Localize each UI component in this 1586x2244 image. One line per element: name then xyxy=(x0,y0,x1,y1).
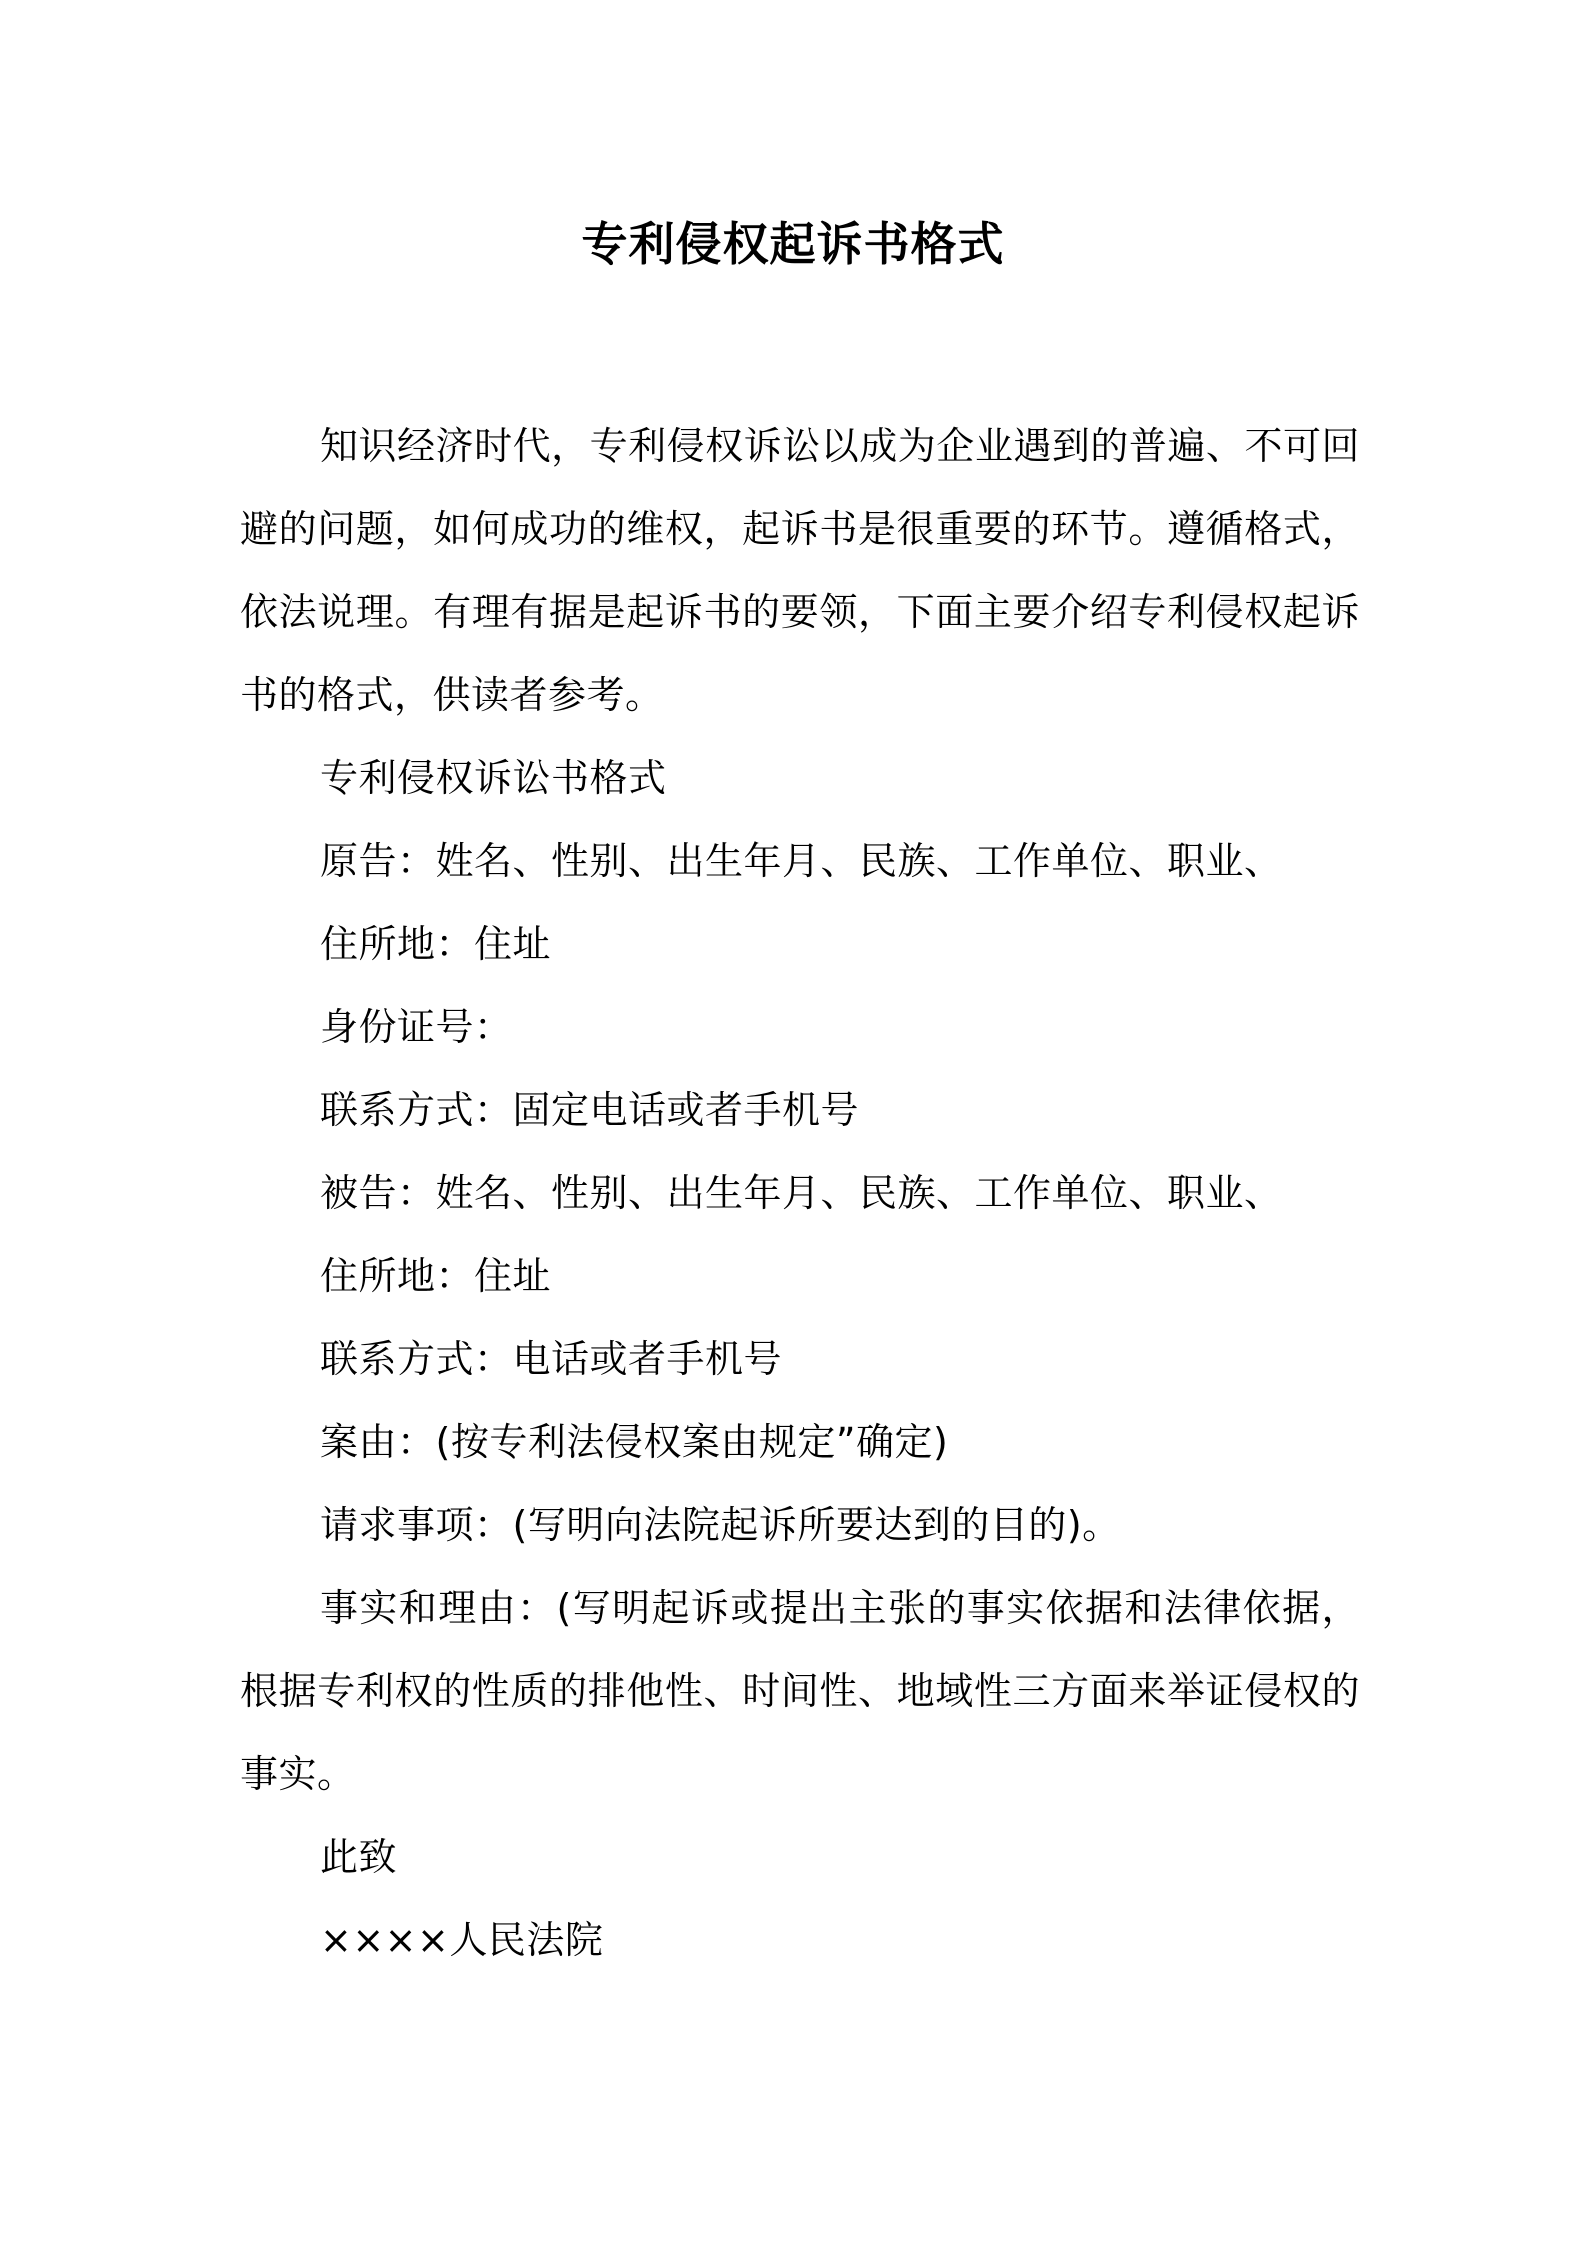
defendant-contact-line: 联系方式：电话或者手机号 xyxy=(320,1337,783,1381)
document-title: 专利侵权起诉书格式 xyxy=(581,217,1005,271)
claims-line: 请求事项：(写明向法院起诉所要达到的目的)。 xyxy=(320,1503,1121,1547)
court-line: ××××人民法院 xyxy=(320,1918,604,1962)
plaintiff-contact-line: 联系方式：固定电话或者手机号 xyxy=(320,1088,860,1132)
facts-paragraph: 事实和理由：(写明起诉或提出主张的事实依据和法律依据，根据专利权的性质的排他性、时间性、地域性三方面来举证侵权的事实。 xyxy=(240,1586,1360,1796)
id-number-line: 身份证号： xyxy=(320,1005,513,1049)
document-body xyxy=(240,405,1360,1982)
intro-paragraph: 知识经济时代，专利侵权诉讼以成为企业遇到的普遍、不可回避的问题，如何成功的维权，起诉书是很重要的环节。遵循格式，依法说理。有理有据是起诉书的要领，下面主要介绍专利侵权起诉书的格式，供读者参考。 xyxy=(240,424,1360,717)
plaintiff-address-line: 住所地：住址 xyxy=(320,922,552,966)
defendant-line: 被告：姓名、性别、出生年月、民族、工作单位、职业、 xyxy=(320,1171,1283,1215)
defendant-address-line: 住所地：住址 xyxy=(320,1254,552,1298)
closing-line: 此致 xyxy=(320,1835,398,1879)
plaintiff-line: 原告：姓名、性别、出生年月、民族、工作单位、职业、 xyxy=(320,839,1283,883)
format-heading: 专利侵权诉讼书格式 xyxy=(320,756,667,800)
cause-line: 案由：(按专利法侵权案由规定”确定) xyxy=(320,1420,949,1464)
